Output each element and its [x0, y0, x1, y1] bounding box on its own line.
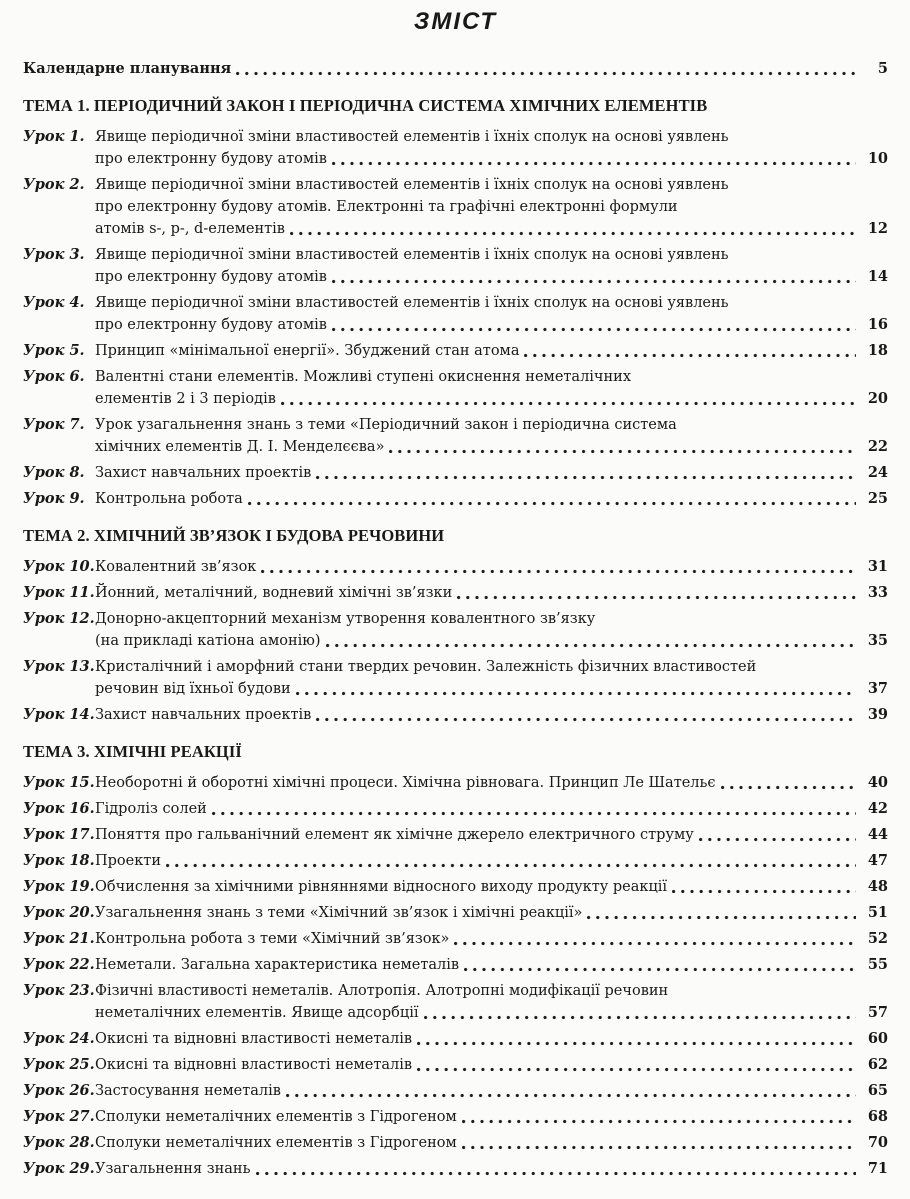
dot-leader	[332, 266, 856, 288]
entry-last-line	[95, 462, 888, 484]
lesson-label: Урок 26.	[23, 1082, 95, 1099]
entry-text: Проекти	[95, 853, 161, 869]
entry-body	[95, 366, 888, 410]
dot-leader	[524, 340, 856, 362]
entry-line: про електронну будову атомів. Електронні та графічні електронні формули	[95, 199, 678, 215]
entry-text: Узагальнення знань	[95, 1161, 251, 1177]
entry-text: Обчислення за хімічними рівняннями відносного виходу продукту реакції	[95, 879, 668, 895]
entry-text: Контрольна робота з теми «Хімічний зв’язок»	[95, 931, 450, 947]
dot-leader	[212, 798, 856, 820]
entry-body	[95, 174, 888, 240]
entry-last-line	[95, 436, 888, 458]
dot-leader	[316, 704, 856, 726]
toc-entry	[23, 582, 888, 604]
toc-entry	[23, 1080, 888, 1102]
toc-entry	[23, 462, 888, 484]
entry-body	[95, 1054, 888, 1076]
entry-last-line	[95, 1002, 888, 1024]
entry-text: Захист навчальних проектів	[95, 465, 312, 481]
entry-text: Поняття про гальванічний елемент як хімічне джерело електричного струму	[95, 827, 694, 843]
toc-entry	[23, 980, 888, 1024]
toc-entry	[23, 1106, 888, 1128]
dot-leader	[454, 928, 856, 950]
dot-leader	[457, 582, 856, 604]
entry-body	[95, 488, 888, 510]
page-number: 37	[867, 680, 888, 697]
entry-body	[95, 292, 888, 336]
entry-last-line	[23, 58, 888, 80]
lesson-label: Урок 19.	[23, 878, 95, 895]
page-title: ЗМІСТ	[413, 8, 498, 35]
page-number: 16	[867, 316, 888, 333]
entry-last-line	[95, 772, 888, 794]
dot-leader	[462, 1132, 856, 1154]
toc-entry	[23, 292, 888, 336]
dot-leader	[290, 218, 856, 240]
entry-text: про електронну будову атомів	[95, 317, 327, 333]
entry-body	[95, 1106, 888, 1128]
entry-body	[95, 928, 888, 950]
toc-entry	[23, 772, 888, 794]
page-number: 31	[867, 558, 888, 575]
toc-front-entry	[23, 58, 888, 80]
entry-body	[95, 980, 888, 1024]
entry-last-line	[95, 266, 888, 288]
entry-body	[95, 704, 888, 726]
entry-body	[95, 244, 888, 288]
toc-entry	[23, 340, 888, 362]
entry-body	[95, 414, 888, 458]
toc-entry	[23, 1132, 888, 1154]
lesson-label: Урок 3.	[23, 246, 85, 263]
entry-text: Захист навчальних проектів	[95, 707, 312, 723]
entry-body	[95, 340, 888, 362]
lesson-label: Урок 7.	[23, 416, 85, 433]
entry-body	[23, 58, 888, 80]
lesson-label: Урок 18.	[23, 852, 95, 869]
entry-body	[95, 1080, 888, 1102]
entry-body	[95, 1028, 888, 1050]
page-number: 22	[867, 438, 888, 455]
entry-last-line	[95, 1054, 888, 1076]
dot-leader	[721, 772, 856, 794]
lesson-label: Урок 2.	[23, 176, 85, 193]
lesson-label: Урок 21.	[23, 930, 95, 947]
page-number: 18	[867, 342, 888, 359]
entry-line: Явище періодичної зміни властивостей елементів і їхніх сполук на основі уявлень	[95, 177, 729, 193]
entry-last-line	[95, 314, 888, 336]
entry-body	[95, 1132, 888, 1154]
entry-text: Принцип «мінімальної енергії». Збуджений стан атома	[95, 343, 520, 359]
toc-entry	[23, 928, 888, 950]
dot-leader	[256, 1158, 857, 1180]
dot-leader	[296, 678, 856, 700]
dot-leader	[672, 876, 856, 898]
page-number: 52	[867, 930, 888, 947]
toc-entry	[23, 126, 888, 170]
entry-text: Неметали. Загальна характеристика неметалів	[95, 957, 460, 973]
page-number: 24	[867, 464, 888, 481]
lesson-label: Урок 23.	[23, 982, 95, 999]
lesson-label: Урок 11.	[23, 584, 95, 601]
toc-entry	[23, 954, 888, 976]
entry-text: Окисні та відновні властивості неметалів	[95, 1057, 413, 1073]
toc-list	[23, 58, 888, 1180]
entry-text: про електронну будову атомів	[95, 151, 327, 167]
entry-last-line	[95, 1080, 888, 1102]
lesson-label: Урок 13.	[23, 658, 95, 675]
toc-entry	[23, 902, 888, 924]
entry-text: Необоротні й оборотні хімічні процеси. Хімічна рівновага. Принцип Ле Шательє	[95, 775, 716, 791]
entry-last-line	[95, 798, 888, 820]
toc-entry	[23, 824, 888, 846]
entry-text: про електронну будову атомів	[95, 269, 327, 285]
entry-last-line	[95, 928, 888, 950]
entry-text: Сполуки неметалічних елементів з Гідрогеном	[95, 1135, 457, 1151]
entry-last-line	[95, 1158, 888, 1180]
toc-entry	[23, 556, 888, 578]
entry-text: речовин від їхньої будови	[95, 681, 291, 697]
dot-leader	[332, 148, 856, 170]
entry-last-line	[95, 704, 888, 726]
dot-leader	[286, 1080, 856, 1102]
page-number: 40	[867, 774, 888, 791]
page-number: 44	[867, 826, 888, 843]
entry-text: Гідроліз солей	[95, 801, 207, 817]
page-number: 62	[867, 1056, 888, 1073]
entry-line: Валентні стани елементів. Можливі ступені окиснення неметалічних	[95, 369, 632, 385]
page-number: 70	[867, 1134, 888, 1151]
entry-body	[95, 608, 888, 652]
toc-entry	[23, 414, 888, 458]
entry-text: елементів 2 і 3 періодів	[95, 391, 276, 407]
lesson-label: Урок 12.	[23, 610, 95, 627]
page-number: 10	[867, 150, 888, 167]
lesson-label: Урок 6.	[23, 368, 85, 385]
lesson-label: Урок 24.	[23, 1030, 95, 1047]
entry-text: Сполуки неметалічних елементів з Гідрогеном	[95, 1109, 457, 1125]
entry-body	[95, 902, 888, 924]
entry-last-line	[95, 954, 888, 976]
entry-line: Явище періодичної зміни властивостей елементів і їхніх сполук на основі уявлень	[95, 129, 729, 145]
page-number: 35	[867, 632, 888, 649]
entry-line: Донорно-акцепторний механізм утворення ковалентного зв’язку	[95, 611, 596, 627]
toc-entry	[23, 608, 888, 652]
dot-leader	[261, 556, 856, 578]
dot-leader	[166, 850, 856, 872]
entry-line: Фізичні властивості неметалів. Алотропія. Алотропні модифікації речовин	[95, 983, 669, 999]
entry-last-line	[95, 1028, 888, 1050]
dot-leader	[417, 1028, 856, 1050]
entry-text: Окисні та відновні властивості неметалів	[95, 1031, 413, 1047]
lesson-label: Урок 10.	[23, 558, 95, 575]
page-number: 65	[867, 1082, 888, 1099]
entry-last-line	[95, 902, 888, 924]
entry-text: Календарне планування	[23, 60, 232, 77]
entry-text: Ковалентний зв’язок	[95, 559, 257, 575]
entry-text: Узагальнення знань з теми «Хімічний зв’язок і хімічні реакції»	[95, 905, 583, 921]
page-number: 25	[867, 490, 888, 507]
toc-entry	[23, 174, 888, 240]
lesson-label: Урок 20.	[23, 904, 95, 921]
dot-leader	[424, 1002, 856, 1024]
dot-leader	[281, 388, 856, 410]
page-number: 51	[867, 904, 888, 921]
section-heading: ТЕМА 1. ПЕРІОДИЧНИЙ ЗАКОН І ПЕРІОДИЧНА СИСТЕМА ХІМІЧНИХ ЕЛЕМЕНТІВ	[23, 96, 708, 115]
entry-last-line	[95, 1132, 888, 1154]
toc-entry	[23, 488, 888, 510]
entry-text: (на прикладі катіона амонію)	[95, 633, 321, 649]
toc-entry	[23, 704, 888, 726]
entry-body	[95, 556, 888, 578]
page-number: 47	[867, 852, 888, 869]
page-number: 57	[867, 1004, 888, 1021]
lesson-label: Урок 28.	[23, 1134, 95, 1151]
toc-entry	[23, 876, 888, 898]
entry-line: Кристалічний і аморфний стани твердих речовин. Залежність фізичних властивостей	[95, 659, 757, 675]
entry-body	[95, 656, 888, 700]
entry-body	[95, 850, 888, 872]
entry-text: Застосування неметалів	[95, 1083, 281, 1099]
toc-entry	[23, 798, 888, 820]
entry-text: неметалічних елементів. Явище адсорбції	[95, 1005, 419, 1021]
page-number: 20	[867, 390, 888, 407]
dot-leader	[462, 1106, 856, 1128]
entry-last-line	[95, 1106, 888, 1128]
lesson-label: Урок 9.	[23, 490, 85, 507]
page-number: 48	[867, 878, 888, 895]
section-heading: ТЕМА 3. ХІМІЧНІ РЕАКЦІЇ	[23, 742, 242, 761]
lesson-label: Урок 4.	[23, 294, 85, 311]
page-number: 33	[867, 584, 888, 601]
dot-leader	[326, 630, 856, 652]
lesson-label: Урок 25.	[23, 1056, 95, 1073]
toc-entry	[23, 1028, 888, 1050]
toc-entry	[23, 1158, 888, 1180]
entry-line: Урок узагальнення знань з теми «Періодичний закон і періодична система	[95, 417, 677, 433]
toc-entry	[23, 850, 888, 872]
lesson-label: Урок 17.	[23, 826, 95, 843]
entry-last-line	[95, 850, 888, 872]
dot-leader	[389, 436, 856, 458]
lesson-label: Урок 16.	[23, 800, 95, 817]
page-number: 39	[867, 706, 888, 723]
entry-last-line	[95, 876, 888, 898]
entry-last-line	[95, 630, 888, 652]
entry-body	[95, 954, 888, 976]
section-heading: ТЕМА 2. ХІМІЧНИЙ ЗВ’ЯЗОК І БУДОВА РЕЧОВИНИ	[23, 526, 445, 545]
entry-body	[95, 824, 888, 846]
lesson-label: Урок 29.	[23, 1160, 95, 1177]
dot-leader	[464, 954, 856, 976]
entry-body	[95, 798, 888, 820]
lesson-label: Урок 22.	[23, 956, 95, 973]
dot-leader	[316, 462, 856, 484]
page-number: 5	[877, 60, 888, 77]
page-number: 71	[867, 1160, 888, 1177]
toc-entry	[23, 1054, 888, 1076]
entry-body	[95, 876, 888, 898]
dot-leader	[248, 488, 856, 510]
toc-entry	[23, 366, 888, 410]
lesson-label: Урок 27.	[23, 1108, 95, 1125]
entry-body	[95, 1158, 888, 1180]
lesson-label: Урок 5.	[23, 342, 85, 359]
lesson-label: Урок 15.	[23, 774, 95, 791]
entry-body	[95, 126, 888, 170]
page-number: 60	[867, 1030, 888, 1047]
lesson-label: Урок 1.	[23, 128, 85, 145]
entry-last-line	[95, 218, 888, 240]
entry-text: атомів s-, p-, d-елементів	[95, 221, 285, 237]
dot-leader	[332, 314, 856, 336]
entry-last-line	[95, 824, 888, 846]
dot-leader	[236, 58, 856, 80]
entry-last-line	[95, 582, 888, 604]
lesson-label: Урок 8.	[23, 464, 85, 481]
dot-leader	[417, 1054, 856, 1076]
entry-last-line	[95, 148, 888, 170]
dot-leader	[699, 824, 856, 846]
entry-line: Явище періодичної зміни властивостей елементів і їхніх сполук на основі уявлень	[95, 295, 729, 311]
entry-last-line	[95, 388, 888, 410]
entry-last-line	[95, 488, 888, 510]
lesson-label: Урок 14.	[23, 706, 95, 723]
entry-body	[95, 462, 888, 484]
page-number: 68	[867, 1108, 888, 1125]
page-number: 55	[867, 956, 888, 973]
page-number: 12	[867, 220, 888, 237]
page-number: 14	[867, 268, 888, 285]
entry-body	[95, 772, 888, 794]
entry-body	[95, 582, 888, 604]
entry-last-line	[95, 678, 888, 700]
entry-last-line	[95, 556, 888, 578]
entry-text: Йонний, металічний, водневий хімічні зв’язки	[95, 585, 453, 601]
entry-text: хімічних елементів Д. І. Менделєєва»	[95, 439, 385, 455]
entry-last-line	[95, 340, 888, 362]
toc-entry	[23, 656, 888, 700]
page-number: 42	[867, 800, 888, 817]
toc-entry	[23, 244, 888, 288]
entry-line: Явище періодичної зміни властивостей елементів і їхніх сполук на основі уявлень	[95, 247, 729, 263]
entry-text: Контрольна робота	[95, 491, 243, 507]
dot-leader	[587, 902, 856, 924]
